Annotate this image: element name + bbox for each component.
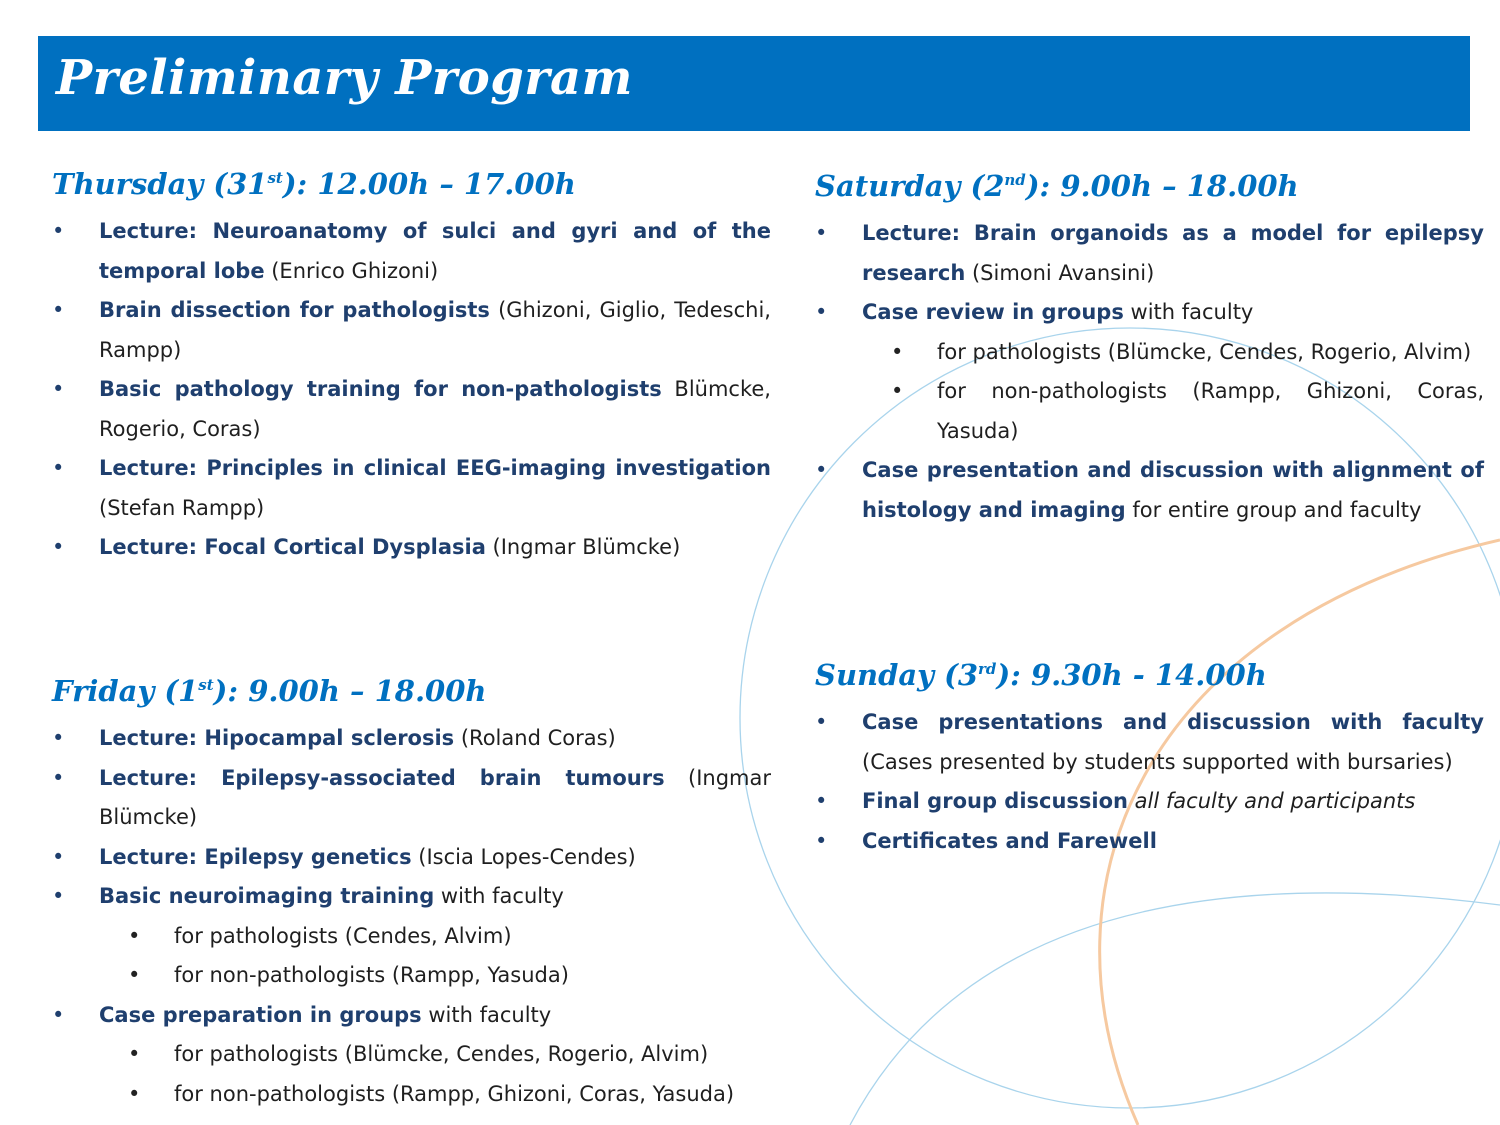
item-detail: (Ingmar Blümcke): [485, 535, 681, 559]
session-list: [52, 212, 771, 568]
item-detail: (Simoni Avansini): [965, 260, 1155, 285]
sub-list-item: [52, 917, 771, 957]
list-item: [52, 996, 771, 1036]
list-item: [52, 528, 771, 568]
item-detail: (Ghizoni, Giglio, Tedeschi, Rampp): [99, 298, 771, 362]
item-title: Lecture: Epilepsy-associated brain tumours: [99, 765, 665, 790]
list-item: [815, 822, 1484, 862]
list-item: [815, 293, 1484, 333]
sub-list-item: [52, 1075, 771, 1115]
list-item: [815, 451, 1484, 530]
item-detail: all faculty and participants: [1128, 789, 1416, 813]
day-thursday: [52, 162, 771, 568]
item-title: Lecture: Focal Cortical Dysplasia: [99, 535, 486, 559]
day-heading: Saturday (2nd): 9.00h – 18.00h: [815, 169, 1299, 203]
list-item: [815, 782, 1484, 822]
day-heading: Thursday (31st): 12.00h – 17.00h: [52, 167, 576, 201]
item-title: Lecture: Brain organoids as a model for epilepsy research: [862, 221, 1484, 285]
item-detail: with faculty: [1123, 300, 1254, 324]
list-item: [52, 370, 771, 449]
item-detail: with faculty: [434, 884, 564, 908]
day-sunday: [815, 653, 1484, 861]
item-text: for pathologists (Cendes, Alvim): [174, 923, 512, 948]
item-detail: Blümcke, Rogerio, Coras): [99, 377, 771, 441]
item-text: for pathologists (Blümcke, Cendes, Rogerio, Alvim): [174, 1042, 709, 1066]
list-item: [52, 877, 771, 917]
item-text: for non-pathologists (Rampp, Ghizoni, Coras, Yasuda): [937, 379, 1484, 443]
sub-list-item: [815, 333, 1484, 373]
item-detail: with faculty: [421, 1002, 552, 1027]
item-text: for pathologists (Blümcke, Cendes, Rogerio, Alvim): [937, 339, 1472, 364]
item-detail: (Iscia Lopes-Cendes): [411, 844, 636, 869]
list-item: [52, 719, 771, 759]
list-item: [52, 838, 771, 878]
sub-list-item: [52, 956, 771, 996]
item-detail: (Roland Coras): [454, 726, 616, 750]
item-title: Lecture: Neuroanatomy of sulci and gyri and of the temporal lobe: [99, 219, 771, 283]
item-text: for non-pathologists (Rampp, Ghizoni, Coras, Yasuda): [174, 1081, 735, 1106]
item-detail: (Cases presented by students supported with bursaries): [862, 749, 1453, 774]
item-title: Brain dissection for pathologists: [99, 298, 490, 322]
item-title: Basic pathology training for non-pathologists: [99, 377, 662, 401]
session-list: [815, 703, 1484, 861]
item-title: Certificates and Farewell: [862, 828, 1157, 853]
item-title: Case preparation in groups: [99, 1002, 422, 1027]
item-title: Final group discussion: [862, 789, 1128, 813]
item-title: Lecture: Epilepsy genetics: [99, 844, 412, 869]
item-title: Case review in groups: [862, 300, 1124, 324]
item-detail: (Ingmar Blümcke): [99, 765, 771, 829]
day-heading: Sunday (3rd): 9.30h - 14.00h: [815, 658, 1267, 692]
day-heading: Friday (1st): 9.00h – 18.00h: [52, 674, 487, 708]
page-title: Preliminary Program: [56, 50, 633, 106]
day-saturday: [815, 164, 1484, 530]
title-banner: [38, 36, 1470, 131]
list-item: [815, 703, 1484, 782]
session-list: [815, 214, 1484, 530]
sub-list-item: [815, 372, 1484, 451]
list-item: [52, 291, 771, 370]
item-title: Case presentations and discussion with faculty: [862, 710, 1484, 734]
item-detail: (Enrico Ghizoni): [264, 258, 439, 283]
list-item: [815, 214, 1484, 293]
item-title: Lecture: Principles in clinical EEG-imaging investigation: [99, 456, 771, 480]
list-item: [52, 759, 771, 838]
list-item: [52, 212, 771, 291]
day-friday: [52, 669, 771, 1114]
item-title: Case presentation and discussion with alignment of histology and imaging: [862, 458, 1484, 522]
item-detail: for entire group and faculty: [1125, 497, 1422, 522]
item-title: Basic neuroimaging training: [99, 884, 435, 908]
list-item: [52, 449, 771, 528]
sub-list-item: [52, 1035, 771, 1075]
item-text: for non-pathologists (Rampp, Yasuda): [174, 963, 569, 987]
session-list: [52, 719, 771, 1114]
item-title: Lecture: Hipocampal sclerosis: [99, 726, 455, 750]
item-detail: (Stefan Rampp): [99, 495, 265, 520]
